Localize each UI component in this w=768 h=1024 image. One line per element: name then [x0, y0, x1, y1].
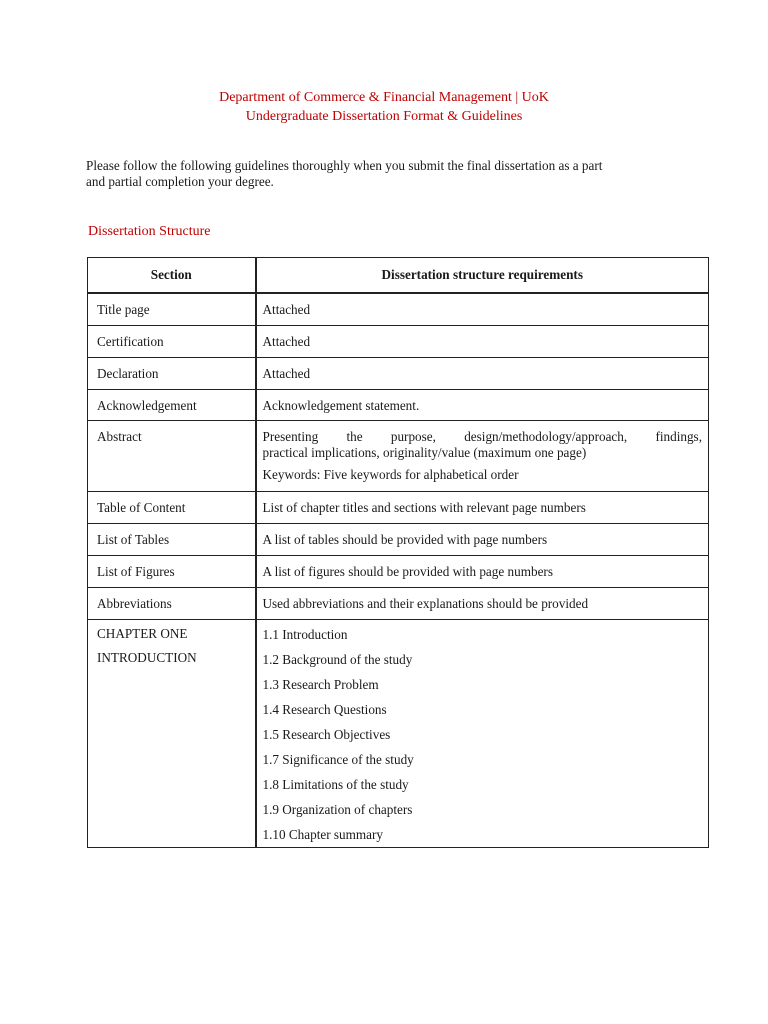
section-cell — [88, 619, 256, 847]
table-row — [88, 491, 709, 523]
table-row — [88, 619, 709, 847]
requirement-cell: Attached — [256, 293, 709, 325]
list-item: 1.8 Limitations of the study — [262, 776, 409, 792]
abstract-line: Presenting the purpose, design/methodology/approach, findings, — [262, 428, 702, 444]
chapter-number: CHAPTER ONE — [97, 625, 188, 641]
list-item: 1.2 Background of the study — [262, 651, 413, 667]
department-heading: Department of Commerce & Financial Management | UoK — [219, 90, 549, 105]
table-row — [88, 357, 709, 389]
table-row — [88, 523, 709, 555]
section-cell: Abbreviations — [88, 587, 256, 619]
list-item: 1.9 Organization of chapters — [262, 801, 413, 817]
abstract-keywords: Keywords: Five keywords for alphabetical order — [262, 466, 519, 482]
intro-paragraph — [86, 158, 686, 190]
list-item: 1.1 Introduction — [262, 626, 348, 642]
list-item: 1.3 Research Problem — [262, 676, 379, 692]
column-header-section: Section — [88, 258, 256, 294]
requirement-cell: Used abbreviations and their explanations should be provided — [256, 587, 709, 619]
requirement-cell — [256, 420, 709, 491]
section-cell: Declaration — [88, 357, 256, 389]
dissertation-structure-table — [87, 257, 709, 848]
section-cell: Certification — [88, 325, 256, 357]
chapter-title: INTRODUCTION — [97, 649, 197, 665]
section-cell: Acknowledgement — [88, 389, 256, 420]
intro-line: and partial completion your degree. — [86, 174, 274, 189]
requirement-cell: Acknowledgement statement. — [256, 389, 709, 420]
section-cell: Title page — [88, 293, 256, 325]
abstract-line: practical implications, originality/value (maximum one page) — [262, 444, 587, 460]
section-cell: Abstract — [88, 420, 256, 491]
section-title: Dissertation Structure — [88, 224, 211, 239]
list-item: 1.5 Research Objectives — [262, 726, 391, 742]
table-row — [88, 389, 709, 420]
requirement-cell — [256, 619, 709, 847]
requirement-cell: A list of tables should be provided with page numbers — [256, 523, 709, 555]
intro-line: Please follow the following guidelines thoroughly when you submit the final dissertation as a part — [86, 158, 603, 173]
table-header-row — [88, 258, 709, 294]
list-item: 1.10 Chapter summary — [262, 826, 383, 842]
document-subtitle: Undergraduate Dissertation Format & Guidelines — [245, 109, 523, 124]
section-cell: Table of Content — [88, 491, 256, 523]
chapter-section-list — [263, 622, 703, 847]
table-row — [88, 293, 709, 325]
requirement-cell: Attached — [256, 357, 709, 389]
table-row — [88, 555, 709, 587]
requirement-cell: A list of figures should be provided with page numbers — [256, 555, 709, 587]
section-cell: List of Figures — [88, 555, 256, 587]
table-row — [88, 587, 709, 619]
table-row — [88, 325, 709, 357]
list-item: 1.4 Research Questions — [262, 701, 387, 717]
list-item: 1.7 Significance of the study — [262, 751, 414, 767]
chapter-heading — [97, 622, 247, 670]
section-cell: List of Tables — [88, 523, 256, 555]
column-header-requirements: Dissertation structure requirements — [256, 258, 709, 294]
requirement-cell: List of chapter titles and sections with relevant page numbers — [256, 491, 709, 523]
abstract-description — [263, 429, 703, 461]
requirement-cell: Attached — [256, 325, 709, 357]
table-row — [88, 420, 709, 491]
